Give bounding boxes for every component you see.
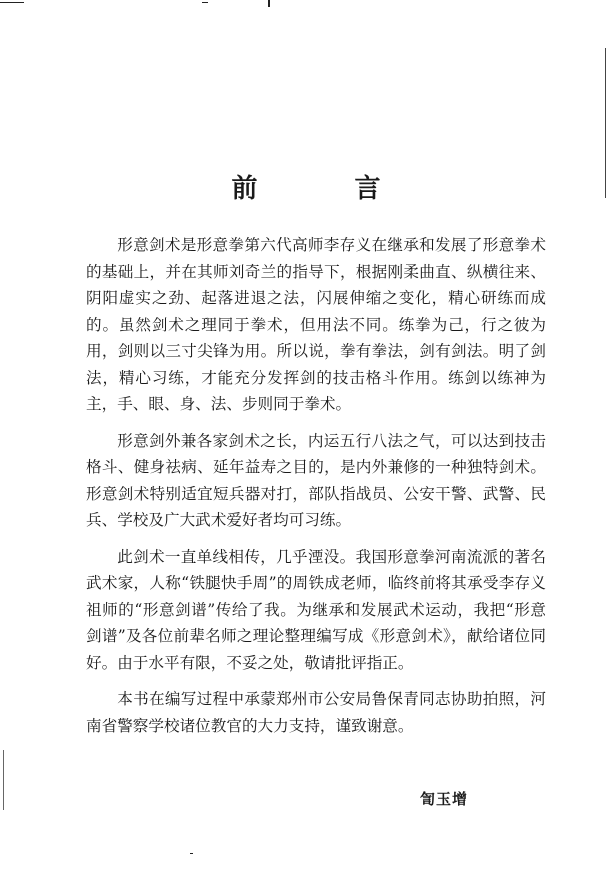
paragraph-4: 本书在编写过程中承蒙郑州市公安局鲁保青同志协助拍照，河南省警察学校诸位教官的大力支持，谨致谢意。 — [86, 690, 546, 735]
scan-mark-top-right — [268, 0, 270, 7]
paragraph-3: 此剑术一直单线相传，几乎湮没。我国形意拳河南流派的著名武术家，人称“铁腿快手周”的周铁成老师，临终前将其承受李存义祖师的“形意剑谱”传给了我。为继承和发展武术运动，我把“形意剑谱”及各位前辈名师之理论整理编写成《形意剑术》，献给诸位同好。由于水平有限，不妥之处，敬请批评指正。 — [86, 547, 546, 672]
scan-mark-top-middle — [202, 2, 208, 3]
preface-body — [86, 232, 546, 749]
scan-mark-left-edge — [3, 750, 4, 810]
page-title: 前 言 — [231, 174, 425, 204]
author-signature: 訇玉增 — [420, 790, 469, 808]
paragraph-1: 形意剑术是形意拳第六代高师李存义在继承和发展了形意拳术的基础上，并在其师刘奇兰的指导下，根据刚柔曲直、纵横往来、阴阳虚实之劲、起落进退之法，闪展伸缩之变化，精心研练而成的。虽然剑术之理同于拳术，但用法不同。练拳为己，行之彼为用，剑则以三寸尖锋为用。所以说，拳有拳法，剑有剑法。明了剑法，精心习练，才能充分发挥剑的技击格斗作用。练剑以练神为主，手、眼、身、法、步则同于拳术。 — [86, 236, 546, 413]
scan-mark-top-left — [0, 2, 24, 3]
paragraph-2: 形意剑外兼各家剑术之长，内运五行八法之气，可以达到技击格斗、健身祛病、延年益寿之目的，是内外兼修的一种独特剑术。形意剑术特别适宜短兵器对打，部队指战员、公安干警、武警、民兵、学校及广大武术爱好者均可习练。 — [86, 431, 546, 529]
scan-mark-bottom — [190, 853, 193, 854]
